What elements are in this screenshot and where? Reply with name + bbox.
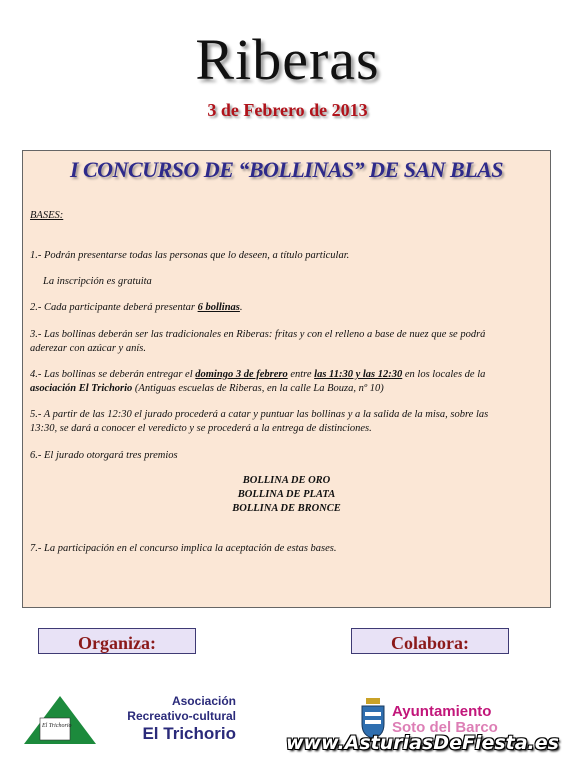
organiza-label-box: Organiza: xyxy=(38,628,196,654)
page-title: Riberas xyxy=(195,27,380,92)
rule-4-c: entre xyxy=(287,369,315,380)
rule-5-line1: 5.- A partir de las 12:30 el jurado procederá a catar y puntuar las bollinas y a la salida de la misa, sobre las xyxy=(30,409,489,420)
event-date: 3 de Febrero de 2013 xyxy=(207,100,368,120)
rule-2-prefix: 2.- Cada participante deberá presentar xyxy=(30,302,198,313)
rule-4-address: (Antiguas escuelas de Riberas, en la calle La Bouza, nº 10) xyxy=(132,383,384,394)
organizer-name xyxy=(102,694,236,744)
contest-title: I CONCURSO DE “BOLLINAS” DE SAN BLAS xyxy=(69,157,504,182)
trichorio-logo xyxy=(22,694,98,746)
rule-7: 7.- La participación en el concurso implica la aceptación de estas bases. xyxy=(30,543,337,554)
organizer-line1: Asociación xyxy=(171,694,236,708)
rule-4-a: 4.- Las bollinas se deberán entregar el xyxy=(30,369,196,380)
rule-4-line2 xyxy=(30,382,384,396)
rule-2 xyxy=(30,301,243,315)
contest-panel xyxy=(22,150,551,608)
prize-list xyxy=(23,474,550,516)
rule-2-quantity: 6 bollinas xyxy=(197,302,240,313)
organizer-line3: El Trichorio xyxy=(142,724,236,743)
prize-bronze: BOLLINA DE BRONCE xyxy=(232,503,341,514)
bases-label: BASES: xyxy=(30,210,64,221)
website-watermark: www.AsturiasDeFiesta.es xyxy=(286,732,559,754)
rule-1: 1.- Podrán presentarse todas las personas que lo deseen, a título particular. xyxy=(30,250,350,261)
colabora-label-box: Colabora: xyxy=(351,628,509,654)
rule-2-suffix: . xyxy=(239,302,243,313)
rule-4-time: las 11:30 y las 12:30 xyxy=(314,369,403,380)
rule-4-date: domingo 3 de febrero xyxy=(195,369,288,380)
rule-5-line2: 13:30, se dará a conocer el veredicto y se procederá a la entrega de distinciones. xyxy=(30,423,372,434)
rule-3-line2: aderezar con azúcar y anís. xyxy=(30,343,146,354)
rule-1-note: La inscripción es gratuita xyxy=(43,276,152,287)
rule-4-assoc: asociación El Trichorio xyxy=(30,383,133,394)
collaborator-line2: Soto del Barco xyxy=(392,719,498,736)
collaborator-line1: Ayuntamiento xyxy=(392,703,492,720)
prize-silver: BOLLINA DE PLATA xyxy=(237,489,336,500)
rule-3-line1: 3.- Las bollinas deberán ser las tradicionales en Riberas: fritas y con el relleno a base de nuez que se podrá xyxy=(30,329,486,340)
trichorio-logo-text: El Trichorio xyxy=(42,723,72,729)
prize-gold: BOLLINA DE ORO xyxy=(242,475,331,486)
rule-4-line1 xyxy=(30,368,485,382)
rule-6: 6.- El jurado otorgará tres premios xyxy=(30,450,178,461)
organizer-line2: Recreativo-cultural xyxy=(127,709,236,723)
rule-4-e: en los locales de la xyxy=(402,369,486,380)
